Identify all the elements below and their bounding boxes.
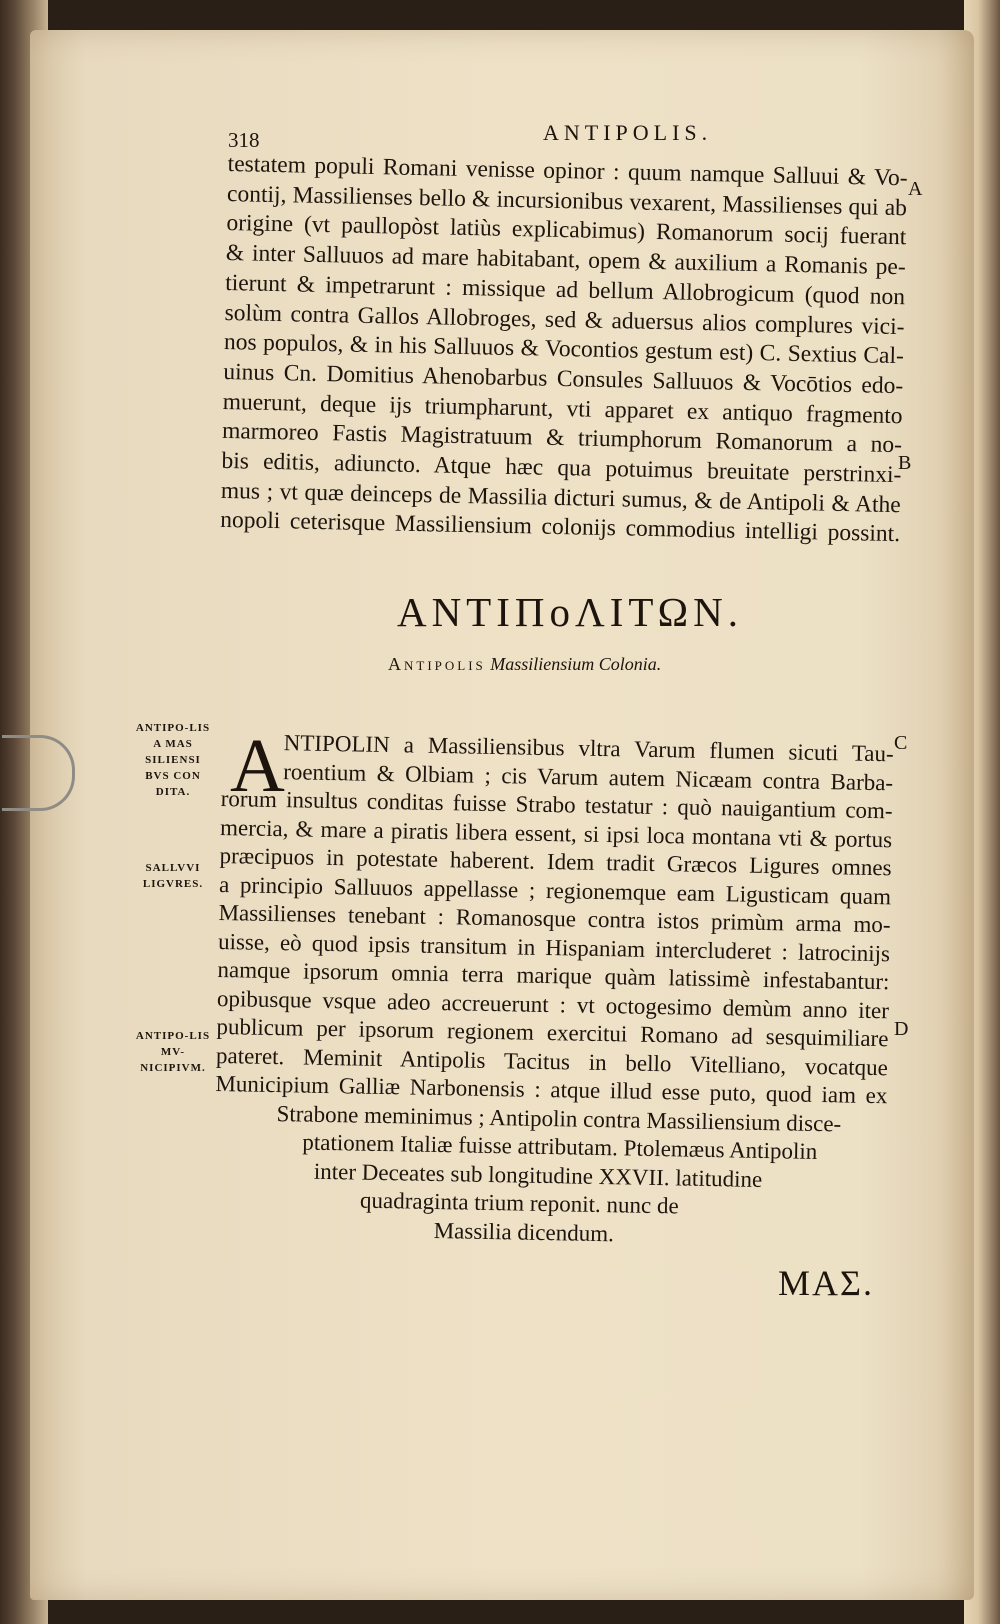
text-line: testatem populi Romani venisse opinor : quum namque Salluui & Vo-: [227, 150, 908, 192]
running-title: ANTIPOLIS.: [543, 120, 713, 145]
margin-letter-b: B: [898, 452, 912, 474]
text-line: mus ; vt quæ deinceps de Massilia dicturi sumus, & de Antipoli & Athe: [220, 477, 901, 518]
page-number: 318: [228, 128, 260, 152]
text-line: bis editis, adiuncto. Atque hæc qua potuimus breuitate perstrinxi-: [221, 447, 902, 489]
text-line: nos populos, & in his Salluuos & Vocontios gestum est) C. Sextius Cal-: [223, 329, 905, 370]
text-line: inter Deceates sub longitudine XXVII. latitudine: [313, 1158, 763, 1192]
text-line: & inter Salluuos ad mare habitabant, opem & auxilium a Romanis pe-: [225, 240, 906, 281]
page-clip: [2, 735, 75, 811]
paragraph-2: [213, 724, 894, 1253]
text-line: Strabone meminimus ; Antipolin contra Massiliensium disce-: [276, 1100, 842, 1136]
text-line: NTIPOLIN a Massiliensibus vltra Varum flumen sicuti Tau-: [283, 730, 894, 767]
margin-letter-d: D: [894, 1018, 909, 1040]
section-subtitle: [388, 654, 661, 675]
text-line: nopoli ceterisque Massiliensium colonijs commodius intelligi possint.: [219, 507, 901, 548]
margin-note-salluvi: SALLVVI LIGVRES.: [142, 862, 204, 890]
text-line: origine (vt paullopòst latiùs explicabimus) Romanorum socij fuerant: [226, 210, 907, 251]
text-line: præcipuos in potestate haberent. Idem tradit Græcos Ligures omnes: [219, 842, 892, 881]
subtitle-italic: Massiliensium Colonia.: [490, 654, 662, 674]
margin-note-antipolis-condita: ANTIPO-LIS A MAS SILIENSI BVS CON DITA.: [135, 722, 211, 798]
text-line: ptationem Italiæ fuisse attributam. Ptolemæus Antipolin: [302, 1129, 818, 1164]
margin-letter-c: C: [894, 732, 908, 754]
subtitle-caps: Antipolis: [388, 654, 486, 674]
text-line: tierunt & impetrarunt : missique ad bellum Allobrogicum (quod non: [224, 269, 906, 311]
text-line: namque ipsorum omnia terra marique quàm latissimè infestabantur:: [217, 956, 890, 995]
text-line: Massilienses tenebant : Romanosque contra istos primùm arma mo-: [218, 899, 891, 938]
margin-note-municipium: ANTIPO-LIS MV-NICIPIVM.: [135, 1030, 211, 1074]
text-line: uisse, eò quod ipsis transitum in Hispaniam intercluderet : latrocinijs: [217, 928, 891, 966]
text-line: a principio Salluuos appellasse ; regionemque eam Ligusticam quam: [218, 871, 892, 909]
text-line: muerunt, deque ijs triumpharunt, vti apparet ex antiquo fragmento: [222, 388, 903, 429]
text-line: solùm contra Gallos Allobroges, sed & aduersus alios complures vici-: [224, 299, 905, 340]
text-line: uinus Cn. Domitius Ahenobarbus Consules Salluuos & Vocōtios edo-: [223, 358, 904, 400]
text-line: Massilia dicendum.: [433, 1217, 615, 1246]
catchword: ΜΑΣ.: [778, 1263, 874, 1303]
text-line: publicum per ipsorum regionem exercitui Romano ad sesquimiliare: [216, 1013, 889, 1052]
text-line: contij, Massilienses bello & incursionibus vexarent, Massilienses qui ab: [226, 180, 908, 221]
paragraph-1: [220, 150, 908, 550]
text-line: rorum insultus conditas fuisse Strabo testatur : quò nauigantium com-: [220, 785, 893, 824]
text-line: Municipium Galliæ Narbonensis : atque illud esse puto, quod iam ex: [215, 1070, 888, 1109]
text-line: opibusque vsque adeo accreuerunt : vt octogesimo demùm anno iter: [216, 985, 890, 1023]
drop-cap: A: [230, 724, 285, 808]
margin-letter-a: A: [908, 178, 923, 200]
text-line: mercia, & mare a piratis libera essent, si ipsi loca montana vti & portus: [219, 814, 893, 852]
text-line: roentium & Olbiam ; cis Varum autem Nicæam contra Barba-: [282, 758, 894, 795]
text-line: pateret. Meminit Antipolis Tacitus in bello Vitelliano, vocatque: [215, 1042, 889, 1080]
text-line: quadraginta trium reponit. nunc de: [359, 1187, 679, 1219]
text-line: marmoreo Fastis Magistratuum & triumphorum Romanorum a no-: [221, 418, 903, 459]
section-title-greek: ΑΝΤΙΠοΛΙΤΩΝ.: [396, 589, 744, 635]
